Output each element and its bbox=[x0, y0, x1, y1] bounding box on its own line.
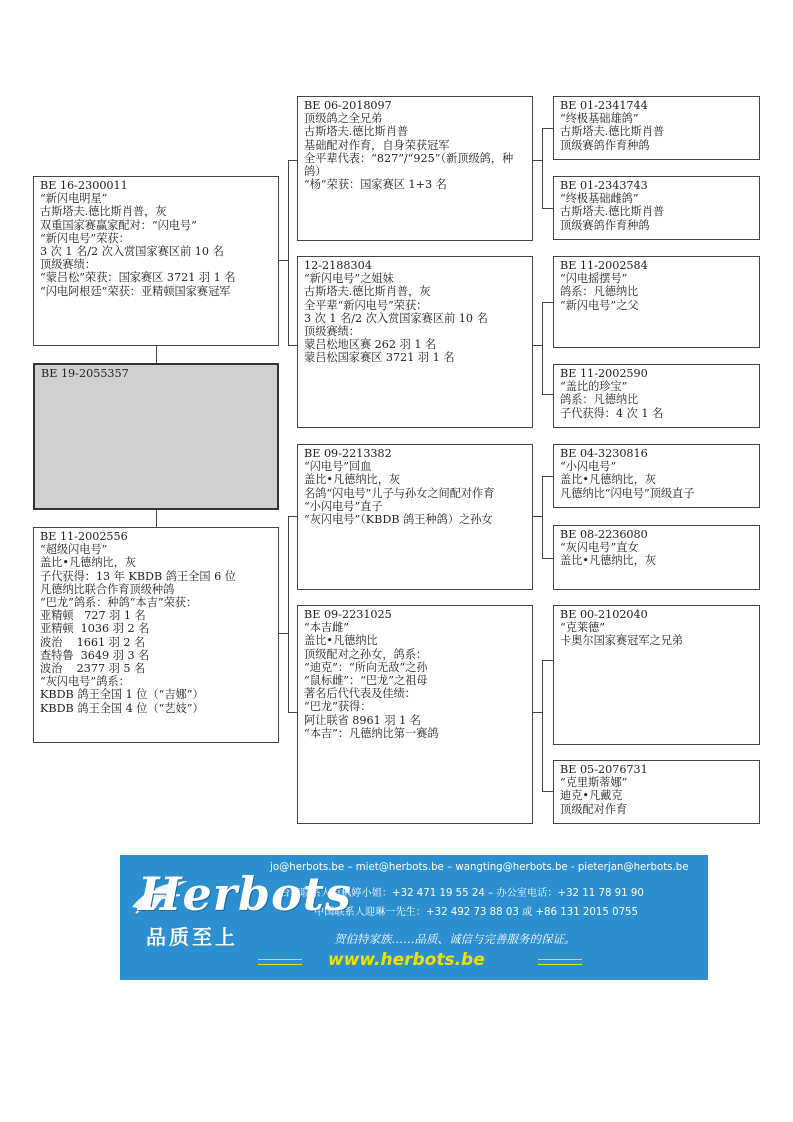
card-line: 查特鲁 3649 羽 3 名 bbox=[40, 648, 150, 662]
divider-left bbox=[258, 959, 302, 965]
card-line: BE 09-2213382 bbox=[304, 447, 392, 460]
connector bbox=[533, 345, 542, 346]
connector bbox=[533, 160, 542, 161]
connector bbox=[542, 660, 553, 661]
card-line: “巴龙”鸽系：种鸽“本吉”荣获： bbox=[40, 596, 198, 610]
card-line: 波治 1661 羽 2 名 bbox=[40, 635, 146, 649]
tagline: 贺伯特家族……品质、诚信与完善服务的保证。 bbox=[334, 932, 576, 946]
sds-card bbox=[553, 256, 760, 348]
card-line: BE 05-2076731 bbox=[560, 763, 648, 776]
card-line: “蒙吕松”荣获：国家赛区 3721 羽 1 名 bbox=[40, 271, 236, 285]
card-line: 顶级赛鸽作育种鸽 bbox=[560, 218, 650, 232]
card-line: 顶级配对作育 bbox=[560, 802, 628, 816]
connector bbox=[542, 302, 543, 394]
card-line: “小闪电号”直子 bbox=[304, 499, 383, 513]
card-line: BE 01-2341744 bbox=[560, 99, 648, 112]
card-line: “巴龙”获得： bbox=[304, 700, 372, 714]
sire-sire-card bbox=[297, 96, 533, 241]
card-line: 鸽系：凡德纳比 bbox=[560, 393, 639, 407]
card-line: 盖比•凡德纳比，灰 bbox=[560, 473, 657, 487]
connector bbox=[542, 660, 543, 791]
card-line: 顶级配对之孙女，鸽系： bbox=[304, 647, 428, 661]
card-line: “闪电摇摆号” bbox=[560, 272, 628, 286]
card-line: 古斯塔夫.德比斯肖普 bbox=[560, 205, 665, 219]
connector bbox=[542, 394, 553, 395]
card-line: 3 次 1 名/2 次入赏国家赛区前 10 名 bbox=[304, 311, 488, 325]
subject-ring: BE 19-2055357 bbox=[41, 367, 129, 380]
card-line: “超级闪电号” bbox=[40, 543, 108, 557]
card-line: 顶级赛绩： bbox=[304, 325, 360, 339]
connector bbox=[542, 128, 543, 208]
card-line: 顶级赛绩： bbox=[40, 258, 96, 272]
card-line: “新闪电号”荣获： bbox=[40, 231, 130, 245]
sdd-card bbox=[553, 364, 760, 428]
card-line: “克里斯蒂娜” bbox=[560, 776, 628, 790]
card-line: 双重国家赛赢家配对：“闪电号” bbox=[40, 218, 197, 232]
card-line: 全平辈“新闪电号”荣获： bbox=[304, 298, 428, 312]
card-line: 蒙吕松国家赛区 3721 羽 1 名 bbox=[304, 351, 455, 365]
card-line: 卡奥尔国家赛冠军之兄弟 bbox=[560, 634, 684, 648]
card-line: 3 次 1 名/2 次入赏国家赛区前 10 名 bbox=[40, 245, 224, 259]
card-line: 全平辈代表：“827”/“925”（新顶级鸽，种鸽） bbox=[304, 151, 514, 179]
card-line: “迪克”：“所向无敌”之孙 bbox=[304, 660, 428, 674]
card-line: “终极基础雄鸽” bbox=[560, 112, 639, 126]
card-line: “灰闪电号”直女 bbox=[560, 541, 639, 555]
card-line: 古斯塔夫.德比斯肖普，灰 bbox=[40, 205, 167, 219]
connector bbox=[279, 633, 288, 634]
card-line: “闪电号”回血 bbox=[304, 460, 372, 474]
taiwan-contact: 台湾联系人卢枫婷小姐：+32 471 19 55 24 – 办公室电话：+32 11 78 91 90 bbox=[280, 888, 644, 899]
dam-dam-card bbox=[297, 605, 533, 824]
card-line: “灰闪电号”（KBDB 鸽王种鸽）之孙女 bbox=[304, 513, 493, 527]
card-line: 亚精顿 727 羽 1 名 bbox=[40, 609, 146, 623]
card-line: “小闪电号” bbox=[560, 460, 617, 474]
motto: 品质至上 bbox=[146, 925, 238, 949]
connector bbox=[288, 712, 297, 713]
card-line: 古斯塔夫.德比斯肖普 bbox=[304, 125, 409, 139]
card-line: 12-2188304 bbox=[304, 259, 372, 272]
connector bbox=[542, 791, 553, 792]
card-line: 盖比•凡德纳比 bbox=[304, 634, 378, 648]
card-line: BE 08-2236080 bbox=[560, 528, 648, 541]
dam-sire-card bbox=[297, 444, 533, 590]
connector bbox=[542, 208, 553, 209]
card-line: BE 09-2231025 bbox=[304, 608, 392, 621]
card-line: KBDB 鸽王全国 1 位（“吉娜”） bbox=[40, 688, 204, 702]
card-line: 盖比•凡德纳比，灰 bbox=[560, 554, 657, 568]
connector bbox=[288, 160, 297, 161]
dss-card bbox=[553, 444, 760, 508]
card-line: 子代获得：13 年 KBDB 鸽王全国 6 位 bbox=[40, 569, 236, 583]
card-line: 盖比•凡德纳比，灰 bbox=[304, 473, 401, 487]
card-line: “新闪电号”之父 bbox=[560, 298, 639, 312]
dsd-card bbox=[553, 525, 760, 590]
subject-card bbox=[33, 363, 279, 510]
card-line: “杨”荣获：国家赛区 1+3 名 bbox=[304, 178, 447, 192]
card-line: 鸽系：凡德纳比 bbox=[560, 285, 639, 299]
card-line: 古斯塔夫.德比斯肖普，灰 bbox=[304, 285, 431, 299]
connector bbox=[288, 516, 297, 517]
dds-card bbox=[553, 605, 760, 745]
connector bbox=[288, 345, 297, 346]
connector bbox=[156, 510, 157, 527]
card-line: BE 11-2002556 bbox=[40, 530, 128, 543]
card-line: “盖比的珍宝” bbox=[560, 380, 628, 394]
card-line: 著名后代代表及佳绩： bbox=[304, 687, 416, 701]
card-line: 盖比•凡德纳比，灰 bbox=[40, 556, 137, 570]
card-line: 亚精顿 1036 羽 2 名 bbox=[40, 622, 150, 636]
china-contact: 中国联系人迎琳一先生：+32 492 73 88 03 或 +86 131 2015 0755 bbox=[314, 907, 639, 918]
card-line: “闪电阿根廷”荣获：亚精顿国家赛冠军 bbox=[40, 284, 231, 298]
connector bbox=[279, 260, 288, 261]
card-line: 波治 2377 羽 5 名 bbox=[40, 662, 146, 676]
card-line: 顶级赛鸽作育种鸽 bbox=[560, 138, 650, 152]
card-line: “鼠标雌”：“巴龙”之祖母 bbox=[304, 674, 428, 688]
email-contacts: jo@herbots.be – miet@herbots.be – wangting@herbots.be - pieterjan@herbots.be bbox=[270, 862, 689, 873]
card-line: “终极基础雌鸽” bbox=[560, 192, 639, 206]
ssd-card bbox=[553, 176, 760, 240]
card-line: “新闪电号”之姐妹 bbox=[304, 272, 394, 286]
card-line: BE 06-2018097 bbox=[304, 99, 392, 112]
divider-right bbox=[538, 959, 582, 965]
card-line: 子代获得：4 次 1 名 bbox=[560, 406, 664, 420]
sss-card bbox=[553, 96, 760, 160]
card-line: “克莱德” bbox=[560, 621, 606, 635]
connector bbox=[542, 302, 553, 303]
card-line: 阿让联省 8961 羽 1 名 bbox=[304, 713, 421, 727]
ddd-card bbox=[553, 760, 760, 824]
connector bbox=[533, 712, 542, 713]
card-line: 凡德纳比“闪电号”顶级直子 bbox=[560, 486, 695, 500]
card-line: BE 00-2102040 bbox=[560, 608, 648, 621]
card-line: 名鸽“闪电号”儿子与孙女之间配对作育 bbox=[304, 486, 495, 500]
connector bbox=[542, 476, 543, 558]
sire-dam-card bbox=[297, 256, 533, 428]
herbots-logo: Herbots bbox=[138, 867, 352, 921]
card-line: “新闪电明星” bbox=[40, 192, 108, 206]
card-line: “灰闪电号”鸽系： bbox=[40, 675, 130, 689]
card-line: 凡德纳比联合作育顶级种鸽 bbox=[40, 582, 175, 596]
card-line: BE 11-2002590 bbox=[560, 367, 648, 380]
connector bbox=[542, 558, 553, 559]
card-line: 古斯塔夫.德比斯肖普 bbox=[560, 125, 665, 139]
connector bbox=[156, 346, 157, 363]
sire-card bbox=[33, 176, 279, 346]
connector bbox=[542, 476, 553, 477]
card-line: “本吉”：凡德纳比第一赛鸽 bbox=[304, 726, 439, 740]
herbots-banner bbox=[120, 855, 708, 980]
card-line: 顶级鸽之全兄弟 bbox=[304, 112, 383, 126]
card-line: 蒙吕松地区赛 262 羽 1 名 bbox=[304, 338, 437, 352]
card-line: KBDB 鸽王全国 4 位（“艺妓”） bbox=[40, 701, 204, 715]
card-line: 迪克•凡戴克 bbox=[560, 789, 623, 803]
dam-card bbox=[33, 527, 279, 743]
card-line: BE 04-3230816 bbox=[560, 447, 648, 460]
card-line: BE 16-2300011 bbox=[40, 179, 128, 192]
connector bbox=[542, 128, 553, 129]
website-link[interactable]: www.herbots.be bbox=[328, 950, 485, 970]
connector bbox=[288, 516, 289, 712]
connector bbox=[533, 516, 542, 517]
card-line: “本吉雌” bbox=[304, 621, 350, 635]
connector bbox=[288, 160, 289, 345]
card-line: 基础配对作育，自身荣获冠军 bbox=[304, 138, 450, 152]
card-line: BE 11-2002584 bbox=[560, 259, 648, 272]
card-line: BE 01-2343743 bbox=[560, 179, 648, 192]
